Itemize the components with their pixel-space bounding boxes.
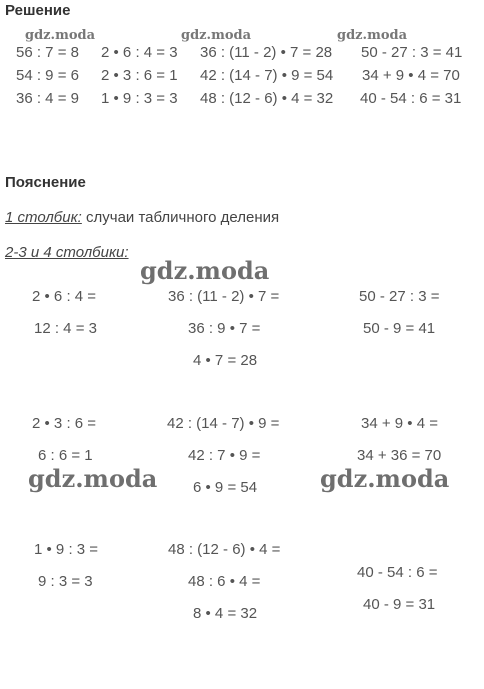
block-1-col-4-line-2: 50 - 9 = 41 (363, 320, 436, 337)
solution-row-3-col-4: 40 - 54 : 6 = 31 (360, 90, 462, 107)
block-1-col-3-line-1: 36 : (11 - 2) • 7 = (168, 288, 280, 305)
watermark: gdz.moda (320, 464, 450, 493)
solution-row-1-col-2: 2 • 6 : 4 = 3 (101, 44, 178, 61)
watermark: gdz.moda (337, 28, 408, 43)
watermark: gdz.moda (140, 256, 270, 285)
block-1-col-2-line-2: 12 : 4 = 3 (34, 320, 97, 337)
block-2-col-3-line-3: 6 • 9 = 54 (193, 479, 258, 496)
block-2-col-3-line-2: 42 : 7 • 9 = (188, 447, 261, 464)
solution-row-3-col-2: 1 • 9 : 3 = 3 (101, 90, 178, 107)
solution-row-2-col-3: 42 : (14 - 7) • 9 = 54 (200, 67, 334, 84)
explanation-heading: Пояснение (5, 174, 86, 191)
block-3-col-2-line-1: 1 • 9 : 3 = (34, 541, 99, 558)
block-1-col-2-line-1: 2 • 6 : 4 = (32, 288, 97, 305)
block-2-col-4-line-1: 34 + 9 • 4 = (361, 415, 438, 432)
block-3-col-3-line-2: 48 : 6 • 4 = (188, 573, 261, 590)
block-1-col-3-line-3: 4 • 7 = 28 (193, 352, 258, 369)
block-3-col-4-line-1: 40 - 54 : 6 = (357, 564, 438, 581)
block-1-col-4-line-1: 50 - 27 : 3 = (359, 288, 440, 305)
solution-row-1-col-3: 36 : (11 - 2) • 7 = 28 (200, 44, 333, 61)
watermark: gdz.moda (181, 28, 252, 43)
block-3-col-3-line-1: 48 : (12 - 6) • 4 = (168, 541, 281, 558)
block-3-col-3-line-3: 8 • 4 = 32 (193, 605, 258, 622)
solution-row-2-col-4: 34 + 9 • 4 = 70 (362, 67, 460, 84)
explanation-line-1 (5, 209, 279, 226)
column-1-label: 1 столбик: (5, 209, 82, 226)
block-2-col-2-line-1: 2 • 3 : 6 = (32, 415, 97, 432)
solution-row-3-col-1: 36 : 4 = 9 (16, 90, 79, 107)
columns-2-4-label: 2-3 и 4 столбики: (5, 244, 129, 261)
solution-row-1-col-4: 50 - 27 : 3 = 41 (361, 44, 463, 61)
solution-row-2-col-2: 2 • 3 : 6 = 1 (101, 67, 178, 84)
block-2-col-2-line-2: 6 : 6 = 1 (38, 447, 93, 464)
watermark: gdz.moda (28, 464, 158, 493)
solution-row-2-col-1: 54 : 9 = 6 (16, 67, 79, 84)
block-3-col-2-line-2: 9 : 3 = 3 (38, 573, 93, 590)
block-1-col-3-line-2: 36 : 9 • 7 = (188, 320, 261, 337)
solution-heading: Решение (5, 2, 71, 19)
solution-row-3-col-3: 48 : (12 - 6) • 4 = 32 (200, 90, 334, 107)
explanation-line-2 (5, 244, 129, 261)
column-1-description: случаи табличного деления (81, 209, 280, 226)
watermark: gdz.moda (25, 28, 96, 43)
block-2-col-3-line-1: 42 : (14 - 7) • 9 = (167, 415, 280, 432)
block-3-col-4-line-2: 40 - 9 = 31 (363, 596, 436, 613)
solution-row-1-col-1: 56 : 7 = 8 (16, 44, 79, 61)
block-2-col-4-line-2: 34 + 36 = 70 (357, 447, 442, 464)
